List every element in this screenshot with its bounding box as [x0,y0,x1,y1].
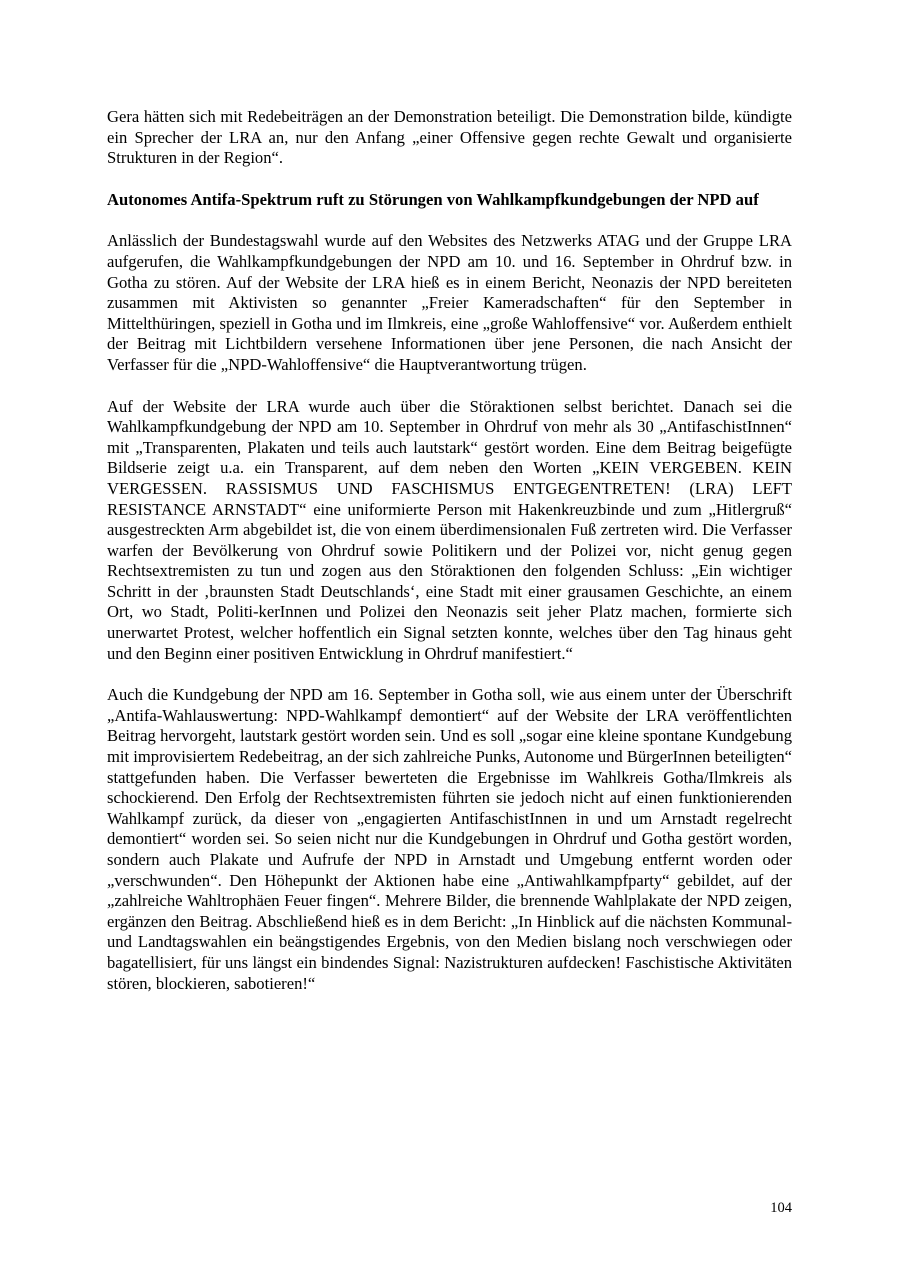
page-number: 104 [770,1200,792,1216]
paragraph-3: Auch die Kundgebung der NPD am 16. September in Gotha soll, wie aus einem unter der Überschrift „Antifa-Wahlauswertung: NPD-Wahlkampf demontiert“ auf der Website der LRA veröffentlichten Beitrag hervorgeht, lautstark gestört worden sein. Und es soll „sogar eine kleine spontane Kundgebung mit improvisiertem Redebeitrag, an der sich zahlreiche Punks, Autonome und BürgerInnen beteiligten“ stattgefunden haben. Die Verfasser bewerteten die Ergebnisse im Wahlkreis Gotha/Ilmkreis als schockierend. Den Erfolg der Rechtsextremisten führten sie jedoch nicht auf einen funktionierenden Wahlkampf zurück, da dieser von „engagierten AntifaschistInnen in und um Arnstadt regelrecht demontiert“ worden sei. So seien nicht nur die Kundgebungen in Ohrdruf und Gotha gestört worden, sondern auch Plakate und Aufrufe der NPD in Arnstadt und Umgebung entfernt worden oder „verschwunden“. Den Höhepunkt der Aktionen habe eine „Antiwahlkampfparty“ gebildet, auf der „zahlreiche Wahltrophäen Feuer fingen“. Mehrere Bilder, die brennende Wahlplakate der NPD zeigen, ergänzen den Beitrag. Abschließend hieß es in dem Bericht: „In Hinblick auf die nächsten Kommunal- und Landtagswahlen ein beängstigendes Ergebnis, von den Medien bislang noch verschwiegen oder bagatellisiert, für uns längst ein bindendes Signal: Nazistrukturen aufdecken! Faschistische Aktivitäten stören, blockieren, sabotieren!“ [107,685,792,993]
paragraph-intro: Gera hätten sich mit Redebeiträgen an der Demonstration beteiligt. Die Demonstration bilde, kündigte ein Sprecher der LRA an, nur den Anfang „einer Offensive gegen rechte Gewalt und organisierte Strukturen in der Region“. [107,107,792,168]
paragraph-1: Anlässlich der Bundestagswahl wurde auf den Websites des Netzwerks ATAG und der Gruppe LRA aufgerufen, die Wahlkampfkundgebungen der NPD am 10. und 16. September in Ohrdruf bzw. in Gotha zu stören. Auf der Website der LRA hieß es in einem Bericht, Neonazis der NPD bereiteten zusammen mit Aktivisten so genannter „Freier Kameradschaften“ für den September in Mittelthüringen, speziell in Gotha und im Ilmkreis, eine „große Wahloffensive“ vor. Außerdem enthielt der Beitrag mit Lichtbildern versehene Informationen über jene Personen, die nach Ansicht der Verfasser für die „NPD-Wahloffensive“ die Hauptverantwortung trügen. [107,231,792,374]
paragraph-2: Auf der Website der LRA wurde auch über die Störaktionen selbst berichtet. Danach sei die Wahlkampfkundgebung der NPD am 10. September in Ohrdruf von mehr als 30 „AntifaschistInnen“ mit „Transparenten, Plakaten und teils auch lautstark“ gestört worden. Eine dem Beitrag beigefügte Bildserie zeigt u.a. ein Transparent, auf dem neben den Worten „KEIN VERGEBEN. KEIN VERGESSEN. RASSISMUS UND FASCHISMUS ENTGEGENTRETEN! (LRA) LEFT RESISTANCE ARNSTADT“ eine uniformierte Person mit Hakenkreuzbinde und zum „Hitlergruß“ ausgestreckten Arm abgebildet ist, die von einem überdimensionalen Fuß zertreten wird. Die Verfasser warfen der Bevölkerung von Ohrdruf sowie Politikern und der Polizei vor, nicht genug gegen Rechtsextremisten zu tun und zogen aus den Störaktionen den folgenden Schluss: „Ein wichtiger Schritt in der ‚braunsten Stadt Deutschlands‘, eine Stadt mit einer grausamen Geschichte, an einem Ort, wo Stadt, Politi-kerInnen und Polizei den Neonazis seit jeher Platz machen, formierte sich unerwartet Protest, welcher hoffentlich ein Signal setzten konnte, welches über den Tag hinaus geht und den Beginn einer positiven Entwicklung in Ohrdruf manifestiert.“ [107,396,792,663]
section-heading: Autonomes Antifa-Spektrum ruft zu Störungen von Wahlkampfkundgebungen der NPD auf [107,189,759,209]
page-body [107,107,792,1015]
